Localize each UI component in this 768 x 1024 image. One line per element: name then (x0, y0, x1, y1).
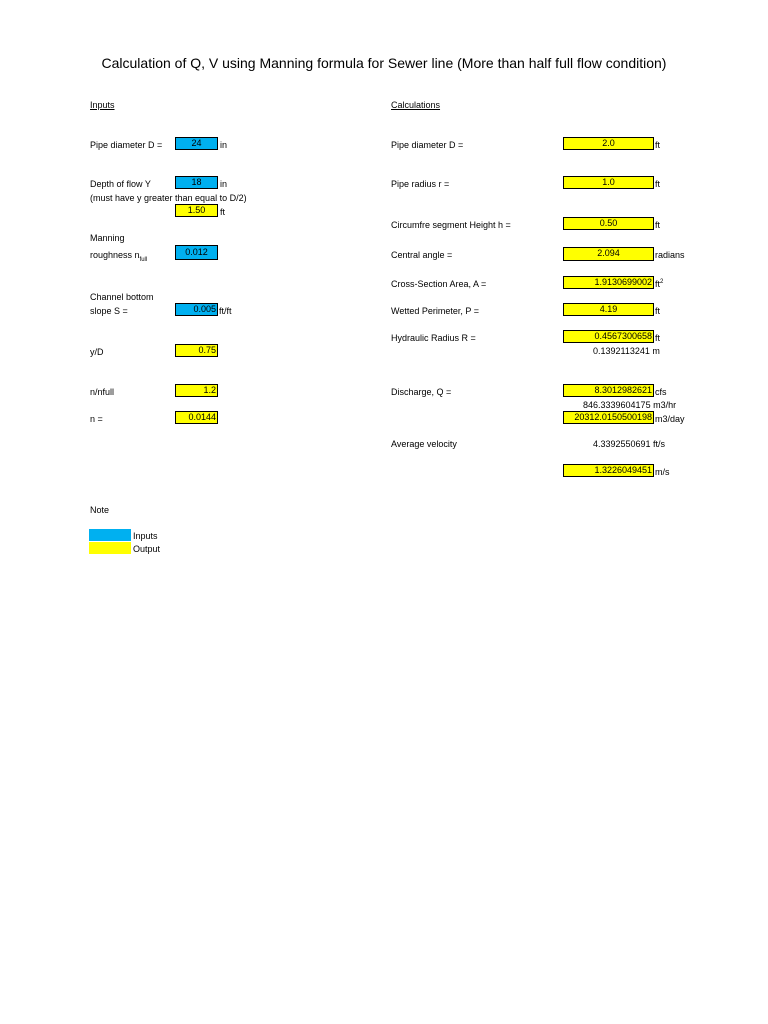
inputs-legend-label: Inputs (133, 531, 158, 541)
n-output: 0.0144 (175, 411, 218, 424)
calc-radius-unit: ft (655, 179, 661, 189)
depth-ft-output: 1.50 (175, 204, 218, 217)
wetted-perimeter-output: 4.19 (563, 303, 654, 316)
manning-label-1: Manning (90, 233, 125, 243)
calc-radius-label: Pipe radius r = (391, 179, 450, 189)
pipe-diameter-input[interactable]: 24 (175, 137, 218, 150)
calc-diameter-label: Pipe diameter D = (391, 140, 464, 150)
segment-height-unit: ft (655, 220, 661, 230)
inputs-legend-swatch (89, 529, 131, 541)
wetted-perimeter-label: Wetted Perimeter, P = (391, 306, 479, 316)
manning-label-2: roughness $n_{full}$ (90, 250, 148, 263)
central-angle-unit: radians (655, 250, 685, 260)
y-over-d-output: 0.75 (175, 344, 218, 357)
slope-input[interactable]: 0.005 (175, 303, 218, 316)
inputs-header: Inputs (90, 100, 115, 110)
velocity-fts: 4.3392550691 ft/s (593, 439, 666, 449)
velocity-label: Average velocity (391, 439, 457, 449)
slope-unit: ft/ft (219, 306, 232, 316)
slope-label-1: Channel bottom (90, 292, 154, 302)
discharge-output: 8.3012982621 (563, 384, 654, 397)
segment-height-label: Circumfre segment Height h = (391, 220, 511, 230)
calc-diameter-output: 2.0 (563, 137, 654, 150)
pipe-diameter-unit: in (220, 140, 228, 150)
discharge-m3day-unit: m3/day (655, 414, 685, 424)
output-legend-label: Output (133, 544, 161, 554)
pipe-diameter-label: Pipe diameter D = (90, 140, 163, 150)
manning-input[interactable]: 0.012 (175, 245, 218, 260)
hydraulic-radius-label: Hydraulic Radius R = (391, 333, 476, 343)
note-label: Note (90, 505, 110, 515)
central-angle-label: Central angle = (391, 250, 453, 260)
depth-input[interactable]: 18 (175, 176, 218, 189)
slope-label-2: slope S = (90, 306, 128, 316)
wetted-perimeter-unit: ft (655, 306, 661, 316)
velocity-output: 1.3226049451 (563, 464, 654, 477)
y-over-d-label: y/D (90, 347, 104, 357)
discharge-label: Discharge, Q = (391, 387, 452, 397)
central-angle-output: 2.094 (563, 247, 654, 261)
hydraulic-radius-metric: 0.1392113241 m (593, 346, 660, 356)
n-nfull-output: 1.2 (175, 384, 218, 397)
calculations-header: Calculations (391, 100, 441, 110)
depth-label: Depth of flow Y (90, 179, 151, 189)
depth-unit: in (220, 179, 228, 189)
hydraulic-radius-unit: ft (655, 333, 661, 343)
discharge-m3hr: 846.3339604175 m3/hr (583, 400, 677, 410)
discharge-unit: cfs (655, 387, 667, 397)
calc-radius-output: 1.0 (563, 176, 654, 189)
area-label: Cross-Section Area, A = (391, 279, 487, 289)
segment-height-output: 0.50 (563, 217, 654, 230)
depth-ft-unit: ft (220, 207, 226, 217)
area-output: 1.9130699002 (563, 276, 654, 289)
n-nfull-label: n/nfull (90, 387, 115, 397)
hydraulic-radius-output: 0.4567300658 (563, 330, 654, 343)
page-title: Calculation of Q, V using Manning formula for Sewer line (More than half full flow condition) (101, 55, 667, 71)
area-unit: $ft^2$ (655, 279, 664, 289)
depth-note: (must have y greater than equal to D/2) (90, 193, 247, 203)
discharge-m3day-output: 20312.0150500198 (563, 411, 654, 424)
n-label: n = (90, 414, 103, 424)
velocity-unit: m/s (655, 467, 670, 477)
output-legend-swatch (89, 542, 131, 554)
calc-diameter-unit: ft (655, 140, 661, 150)
